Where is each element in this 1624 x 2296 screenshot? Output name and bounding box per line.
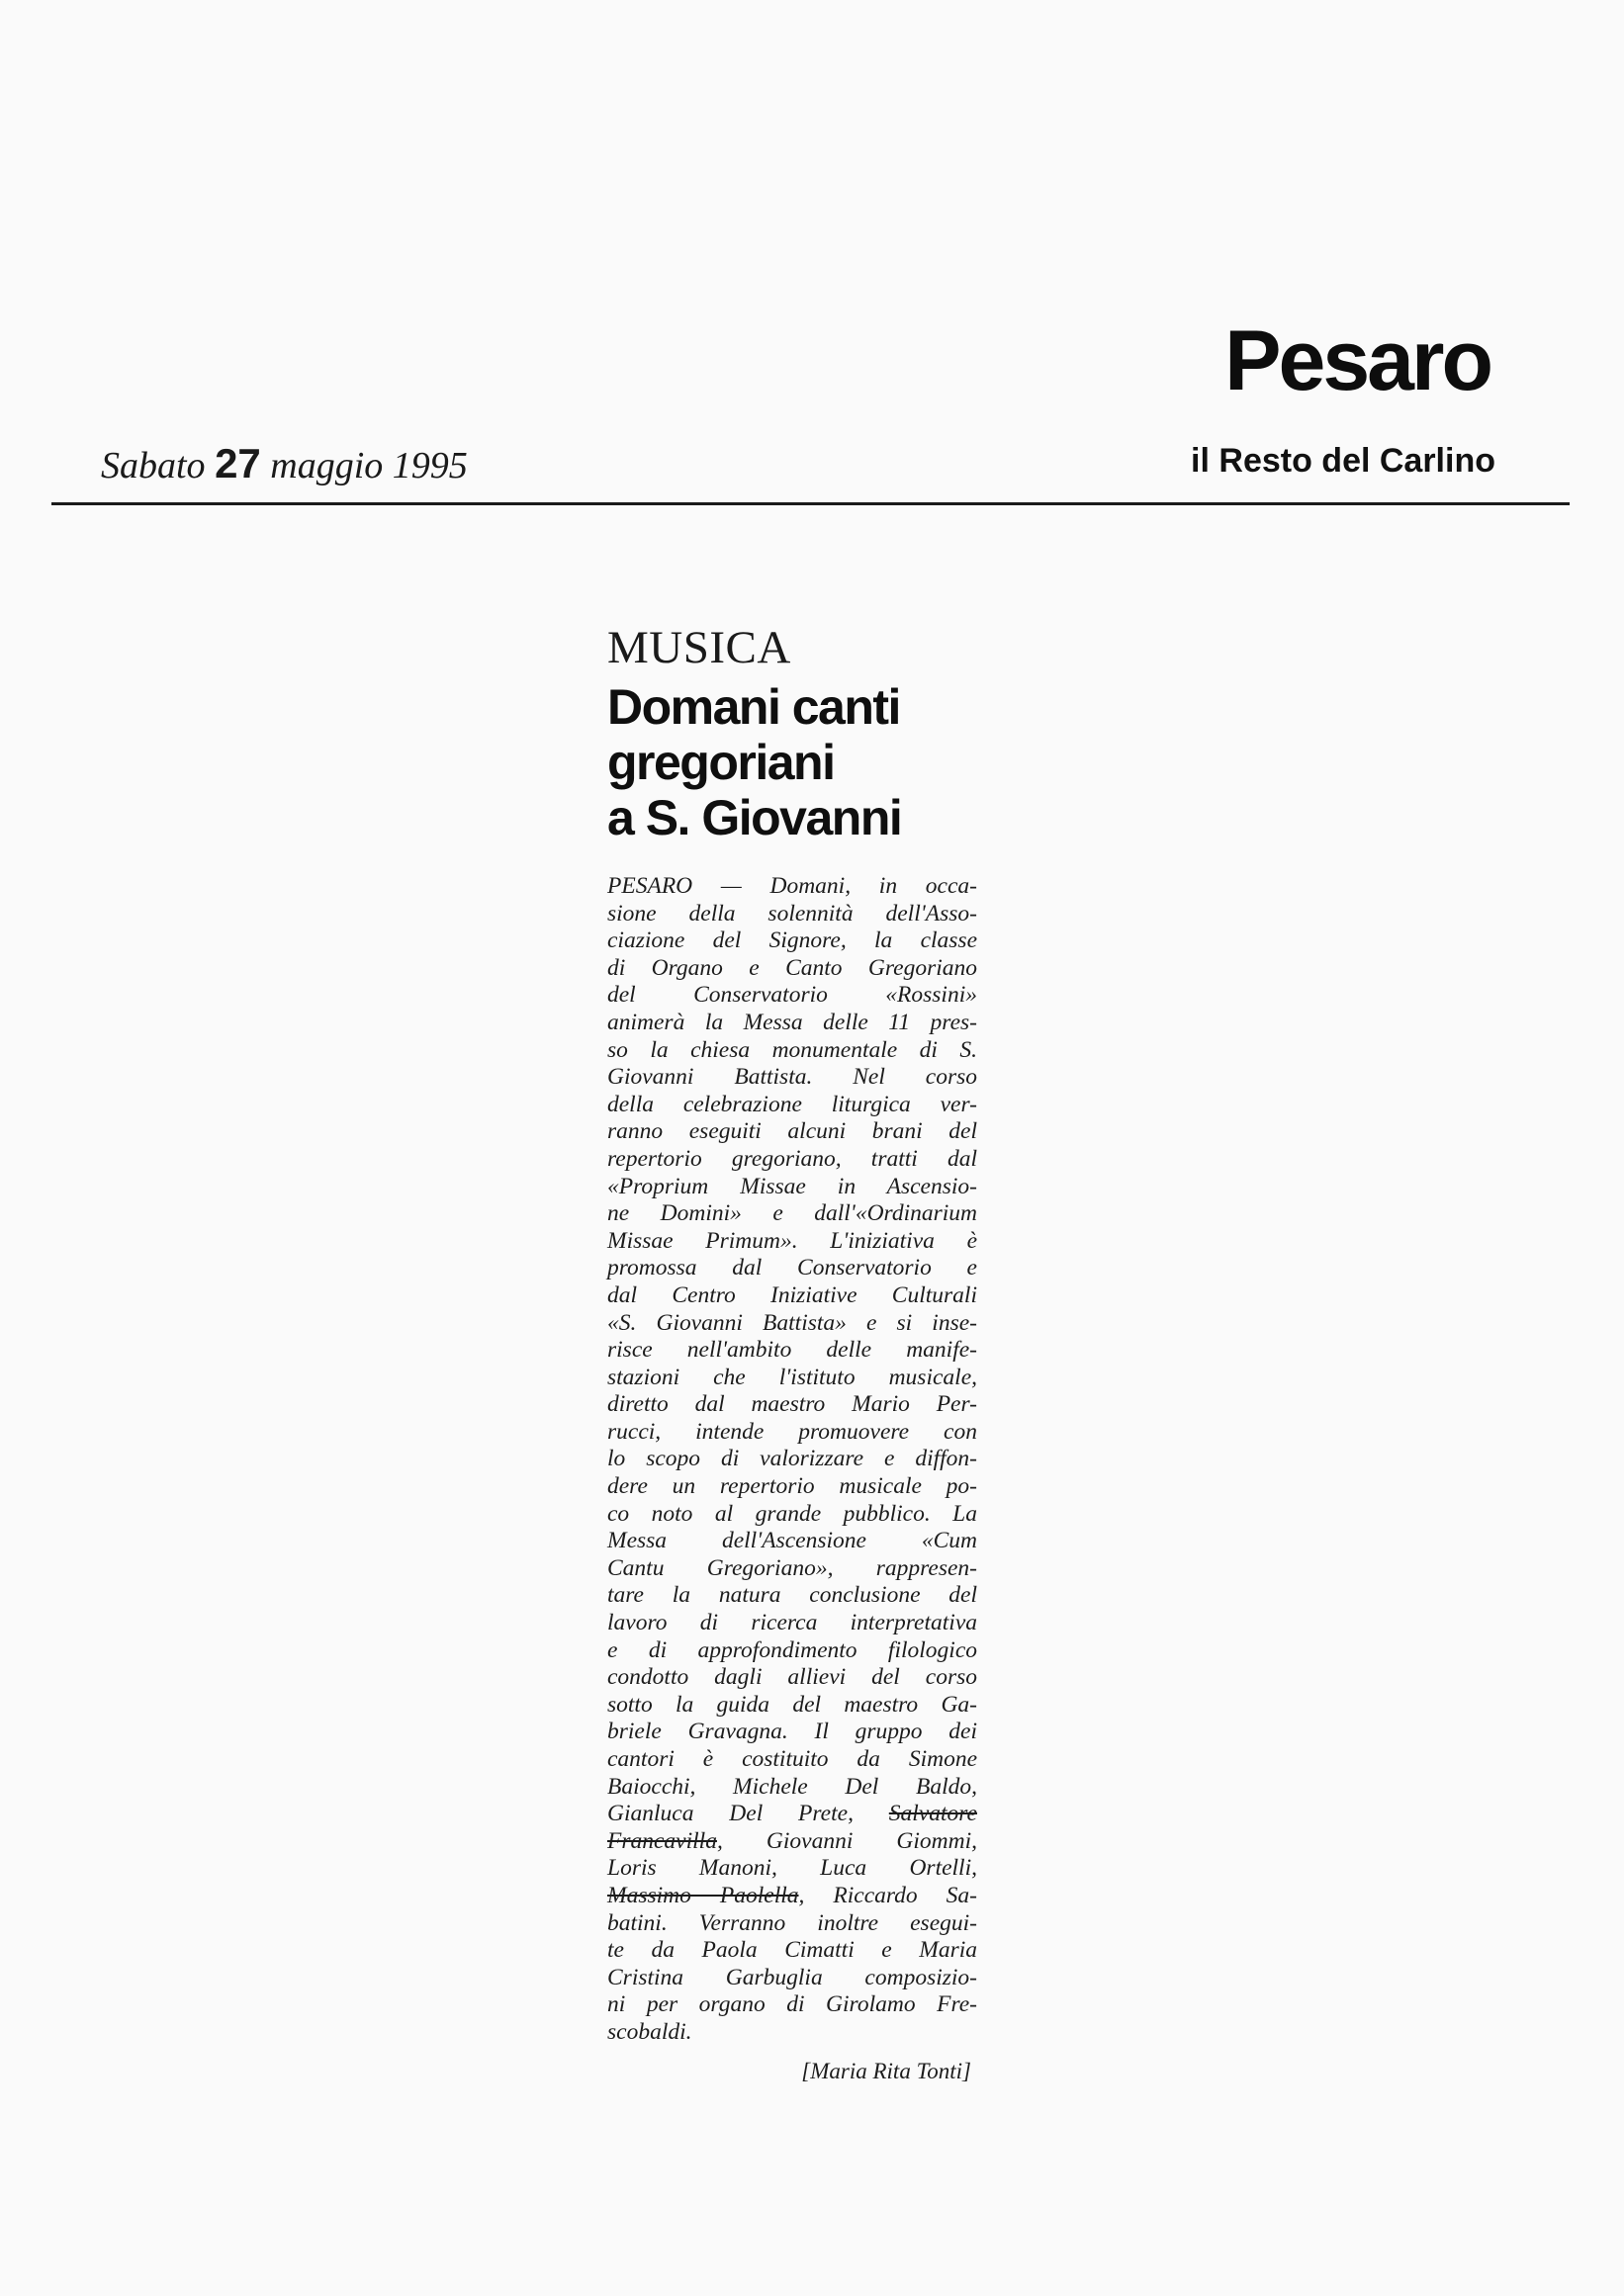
article-body [607,873,977,2047]
body-line: e di approfondimento filologico [607,1636,977,1663]
body-line: Cantu Gregoriano», rappresen- [607,1554,977,1581]
date-day: 27 [215,440,261,486]
body-line: co noto al grande pubblico. La [607,1500,977,1527]
body-line: briele Gravagna. Il gruppo dei [607,1719,977,1745]
publication-date [101,440,468,486]
body-line: so la chiesa monumentale di S. [607,1036,977,1063]
body-line: Missae Primum». L'iniziativa è [607,1227,977,1254]
body-line: Giovanni Battista. Nel corso [607,1064,977,1091]
article-kicker: MUSICA [607,622,791,673]
body-line: animerà la Messa delle 11 pres- [607,1009,977,1035]
body-line: di Organo e Canto Gregoriano [607,954,977,981]
date-month-year: maggio 1995 [260,445,468,486]
headline-line: a S. Giovanni [607,790,902,845]
body-line: «S. Giovanni Battista» e si inse- [607,1309,977,1336]
body-line: dere un repertorio musicale po- [607,1473,977,1500]
body-line: ciazione del Signore, la classe [607,927,977,954]
date-weekday: Sabato [101,445,216,486]
body-line: diretto dal maestro Mario Per- [607,1391,977,1418]
body-line: promossa dal Conservatorio e [607,1255,977,1281]
struck-name: Salvatore [888,1801,977,1827]
body-line: lavoro di ricerca interpretativa [607,1610,977,1636]
header-divider [51,502,1570,505]
body-line: cantori è costituito da Simone [607,1746,977,1772]
body-line: repertorio gregoriano, tratti dal [607,1145,977,1172]
body-line: condotto dagli allievi del corso [607,1664,977,1691]
body-line: ranno eseguiti alcuni brani del [607,1118,977,1145]
struck-name: Massimo Paolella [607,1882,799,1908]
body-line: stazioni che l'istituto musicale, [607,1364,977,1390]
body-text-fragment: Gianluca Del Prete, [607,1801,889,1827]
body-line: ne Domini» e dall'«Ordinarium [607,1200,977,1227]
body-line: Baiocchi, Michele Del Baldo, [607,1773,977,1800]
body-line: Loris Manoni, Luca Ortelli, [607,1855,977,1882]
body-line: dal Centro Iniziative Culturali [607,1281,977,1308]
body-text-fragment: , Giovanni Giommi, [716,1827,977,1854]
body-line: «Proprium Missae in Ascensio- [607,1173,977,1199]
headline-line: gregoriani [607,735,835,790]
struck-name: Francavilla [607,1827,717,1854]
body-line [607,1883,977,1910]
body-line: te da Paola Cimatti e Maria [607,1937,977,1964]
body-line: risce nell'ambito delle manife- [607,1337,977,1364]
body-line: lo scopo di valorizzare e diffon- [607,1446,977,1472]
body-line: ni per organo di Girolamo Fre- [607,1991,977,2018]
body-line: rucci, intende promuovere con [607,1418,977,1445]
body-line: batini. Verranno inoltre esegui- [607,1909,977,1936]
body-line: del Conservatorio «Rossini» [607,982,977,1009]
body-text-fragment: , Riccardo Sa- [798,1882,977,1908]
body-line: Cristina Garbuglia composizio- [607,1964,977,1990]
article-headline [607,679,983,845]
body-line: sione della solennità dell'Asso- [607,900,977,927]
body-line: Messa dell'Ascensione «Cum [607,1528,977,1554]
body-line: della celebrazione liturgica ver- [607,1091,977,1117]
newspaper-masthead: il Resto del Carlino [1191,442,1495,480]
body-line: tare la natura conclusione del [607,1582,977,1609]
body-line [607,1828,977,1856]
body-line: PESARO — Domani, in occa- [607,873,977,899]
body-line: sotto la guida del maestro Ga- [607,1691,977,1718]
section-title: Pesaro [1224,313,1490,408]
article [607,622,983,2084]
body-line: scobaldi. [607,2018,692,2045]
body-line [607,1801,977,1828]
headline-line: Domani canti [607,679,900,735]
article-byline: [Maria Rita Tonti] [801,2058,971,2083]
